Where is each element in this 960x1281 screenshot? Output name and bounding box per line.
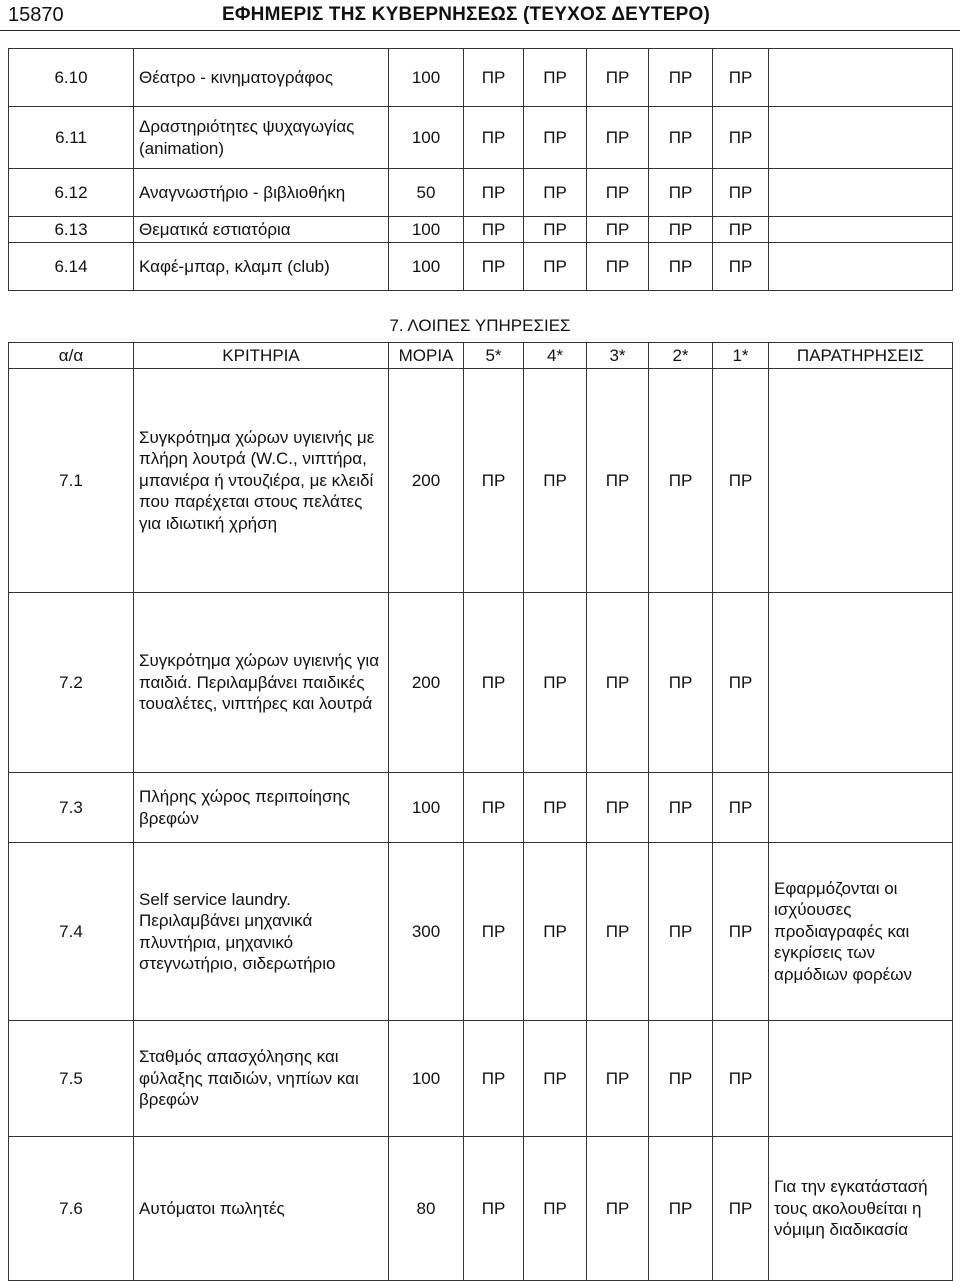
rating-1star-cell: ΠΡ [713, 843, 769, 1021]
row-number: 7.5 [9, 1021, 134, 1137]
criterion-cell: Θεματικά εστιατόρια [134, 217, 389, 243]
remarks-cell [769, 49, 953, 107]
col-header-5star: 5* [464, 343, 524, 369]
rating-3star-cell: ΠΡ [587, 593, 649, 773]
page-number: 15870 [8, 4, 64, 26]
col-header-criterion: ΚΡΙΤΗΡΙΑ [134, 343, 389, 369]
criterion-cell: Αυτόματοι πωλητές [134, 1137, 389, 1281]
rating-5star-cell: ΠΡ [464, 169, 524, 217]
rating-1star-cell: ΠΡ [713, 243, 769, 291]
points-cell: 50 [389, 169, 464, 217]
rating-3star-cell: ΠΡ [587, 107, 649, 169]
rating-3star-cell: ΠΡ [587, 369, 649, 593]
rating-2star-cell: ΠΡ [649, 593, 713, 773]
criterion-cell: Συγκρότημα χώρων υγιεινής για παιδιά. Περιλαμβάνει παιδικές τουαλέτες, νιπτήρες και λουτρά [134, 593, 389, 773]
row-number: 6.14 [9, 243, 134, 291]
rating-4star-cell: ΠΡ [524, 593, 587, 773]
row-number: 6.12 [9, 169, 134, 217]
rating-4star-cell: ΠΡ [524, 107, 587, 169]
rating-5star-cell: ΠΡ [464, 369, 524, 593]
rating-5star-cell: ΠΡ [464, 1021, 524, 1137]
rating-2star-cell: ΠΡ [649, 843, 713, 1021]
row-number: 6.11 [9, 107, 134, 169]
table-row [9, 1137, 953, 1281]
rating-5star-cell: ΠΡ [464, 243, 524, 291]
rating-2star-cell: ΠΡ [649, 773, 713, 843]
rating-4star-cell: ΠΡ [524, 369, 587, 593]
points-cell: 100 [389, 49, 464, 107]
rating-5star-cell: ΠΡ [464, 1137, 524, 1281]
criterion-cell: Συγκρότημα χώρων υγιεινής με πλήρη λουτρά (W.C., νιπτήρα, μπανιέρα ή ντουζιέρα, με κλειδί που παρέχεται στους πελάτες για ιδιωτική χρήση [134, 369, 389, 593]
rating-4star-cell: ΠΡ [524, 49, 587, 107]
col-header-points: ΜΟΡΙΑ [389, 343, 464, 369]
table-row [9, 107, 953, 169]
rating-4star-cell: ΠΡ [524, 1137, 587, 1281]
page-header [0, 0, 960, 30]
col-header-3star: 3* [587, 343, 649, 369]
rating-4star-cell: ΠΡ [524, 243, 587, 291]
row-number: 6.10 [9, 49, 134, 107]
points-cell: 100 [389, 243, 464, 291]
row-number: 7.1 [9, 369, 134, 593]
col-header-remarks: ΠΑΡΑΤΗΡΗΣΕΙΣ [769, 343, 953, 369]
table-row [9, 593, 953, 773]
rating-5star-cell: ΠΡ [464, 49, 524, 107]
rating-2star-cell: ΠΡ [649, 107, 713, 169]
row-number: 7.3 [9, 773, 134, 843]
table-section-6 [8, 48, 953, 291]
rating-1star-cell: ΠΡ [713, 217, 769, 243]
rating-3star-cell: ΠΡ [587, 169, 649, 217]
points-cell: 100 [389, 217, 464, 243]
remarks-cell [769, 169, 953, 217]
rating-3star-cell: ΠΡ [587, 243, 649, 291]
rating-2star-cell: ΠΡ [649, 169, 713, 217]
rating-1star-cell: ΠΡ [713, 593, 769, 773]
col-header-1star: 1* [713, 343, 769, 369]
rating-5star-cell: ΠΡ [464, 217, 524, 243]
rating-3star-cell: ΠΡ [587, 1137, 649, 1281]
row-number: 7.6 [9, 1137, 134, 1281]
criterion-cell: Σταθμός απασχόλησης και φύλαξης παιδιών, νηπίων και βρεφών [134, 1021, 389, 1137]
remarks-cell [769, 773, 953, 843]
criterion-cell: Δραστηριότητες ψυχαγωγίας (animation) [134, 107, 389, 169]
criterion-cell: Θέατρο - κινηματογράφος [134, 49, 389, 107]
rating-1star-cell: ΠΡ [713, 169, 769, 217]
row-number: 7.4 [9, 843, 134, 1021]
rating-4star-cell: ΠΡ [524, 217, 587, 243]
table-section-7 [8, 342, 953, 1281]
rating-4star-cell: ΠΡ [524, 773, 587, 843]
remarks-cell [769, 369, 953, 593]
rating-1star-cell: ΠΡ [713, 773, 769, 843]
remarks-cell [769, 217, 953, 243]
col-header-4star: 4* [524, 343, 587, 369]
rating-2star-cell: ΠΡ [649, 369, 713, 593]
header-rule [0, 30, 960, 31]
remarks-cell: Για την εγκατάστασή τους ακολουθείται η νόμιμη διαδικασία [769, 1137, 953, 1281]
rating-2star-cell: ΠΡ [649, 243, 713, 291]
table-row [9, 169, 953, 217]
remarks-cell [769, 1021, 953, 1137]
rating-3star-cell: ΠΡ [587, 773, 649, 843]
points-cell: 300 [389, 843, 464, 1021]
remarks-cell [769, 593, 953, 773]
remarks-cell: Εφαρμόζονται οι ισχύουσες προδιαγραφές και εγκρίσεις των αρμόδιων φορέων [769, 843, 953, 1021]
criterion-cell: Self service laundry. Περιλαμβάνει μηχανικά πλυντήρια, μηχανικό στεγνωτήριο, σιδερωτήριο [134, 843, 389, 1021]
rating-3star-cell: ΠΡ [587, 1021, 649, 1137]
rating-3star-cell: ΠΡ [587, 49, 649, 107]
remarks-cell [769, 107, 953, 169]
points-cell: 100 [389, 107, 464, 169]
rating-2star-cell: ΠΡ [649, 49, 713, 107]
section-title: 7. ΛΟΙΠΕΣ ΥΠΗΡΕΣΙΕΣ [389, 316, 571, 335]
rating-5star-cell: ΠΡ [464, 593, 524, 773]
col-header-2star: 2* [649, 343, 713, 369]
rating-2star-cell: ΠΡ [649, 217, 713, 243]
rating-1star-cell: ΠΡ [713, 107, 769, 169]
row-number: 6.13 [9, 217, 134, 243]
table-row [9, 773, 953, 843]
criterion-cell: Καφέ-μπαρ, κλαμπ (club) [134, 243, 389, 291]
col-header-no: α/α [9, 343, 134, 369]
rating-1star-cell: ΠΡ [713, 369, 769, 593]
table-row [9, 49, 953, 107]
table-row [9, 1021, 953, 1137]
points-cell: 200 [389, 593, 464, 773]
table-row [9, 217, 953, 243]
rating-3star-cell: ΠΡ [587, 217, 649, 243]
row-number: 7.2 [9, 593, 134, 773]
rating-5star-cell: ΠΡ [464, 107, 524, 169]
rating-1star-cell: ΠΡ [713, 49, 769, 107]
table-row [9, 843, 953, 1021]
rating-2star-cell: ΠΡ [649, 1137, 713, 1281]
table-row [9, 243, 953, 291]
points-cell: 80 [389, 1137, 464, 1281]
rating-5star-cell: ΠΡ [464, 843, 524, 1021]
table-header-row [9, 343, 953, 369]
rating-1star-cell: ΠΡ [713, 1137, 769, 1281]
points-cell: 100 [389, 773, 464, 843]
rating-3star-cell: ΠΡ [587, 843, 649, 1021]
rating-4star-cell: ΠΡ [524, 843, 587, 1021]
remarks-cell [769, 243, 953, 291]
rating-5star-cell: ΠΡ [464, 773, 524, 843]
rating-2star-cell: ΠΡ [649, 1021, 713, 1137]
table-row [9, 369, 953, 593]
criterion-cell: Αναγνωστήριο - βιβλιοθήκη [134, 169, 389, 217]
rating-1star-cell: ΠΡ [713, 1021, 769, 1137]
page-title: ΕΦΗΜΕΡΙΣ ΤΗΣ ΚΥΒΕΡΝΗΣΕΩΣ (ΤΕΥΧΟΣ ΔΕΥΤΕΡΟ) [222, 4, 710, 25]
points-cell: 100 [389, 1021, 464, 1137]
rating-4star-cell: ΠΡ [524, 1021, 587, 1137]
rating-4star-cell: ΠΡ [524, 169, 587, 217]
criterion-cell: Πλήρης χώρος περιποίησης βρεφών [134, 773, 389, 843]
points-cell: 200 [389, 369, 464, 593]
